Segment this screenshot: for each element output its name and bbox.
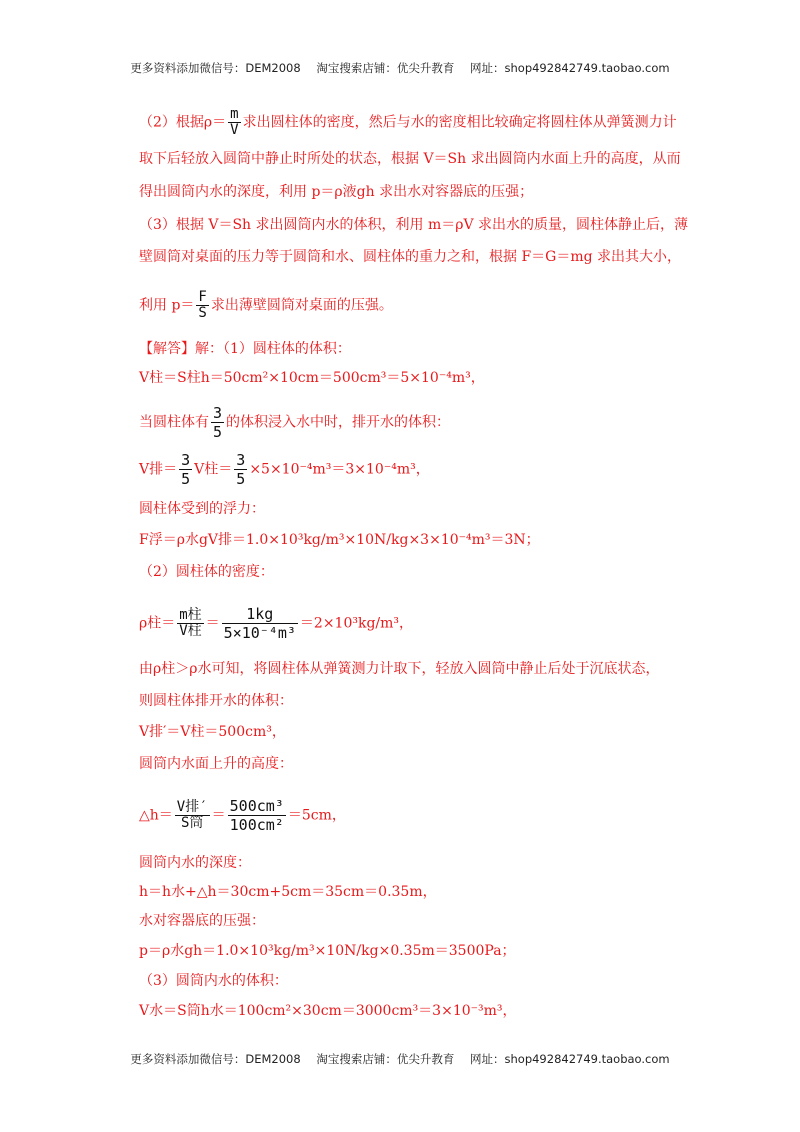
page-header [0, 60, 800, 76]
fraction-v-over-s: $\frac{\text{V排′}}{\text{S筒}}$ [176, 799, 208, 831]
analysis-p3-line3: 利用 p＝ $\frac{F}{S}$ 求出薄壁圆筒对桌面的压强。 [139, 289, 393, 321]
solution-title: 【解答】 [139, 341, 195, 357]
cylinder-volume-eq: V柱＝S柱h＝50cm²×10cm＝500cm³＝5×10⁻⁴m³， [139, 370, 485, 386]
water-volume-eq: V水＝S筒h水＝100cm²×30cm＝3000cm³＝3×10⁻³m³， [139, 1003, 517, 1019]
analysis-p2-line1: （2）根据ρ＝ $\frac{m}{V}$ 求出圆柱体的密度，然后与水的密度相比较确定将圆柱体从弹簧测力计 [139, 106, 677, 138]
footer-wechat: 更多资料添加微信号：DEM2008 [130, 1052, 301, 1066]
rise-eq: △h＝ $\frac{\text{V排′}}{\text{S筒}}$ ＝ $\frac{\text{500cm³}}{\text{100cm²}}$ ＝5cm， [139, 797, 346, 834]
density-eq: ρ柱＝ $\frac{\text{m柱}}{\text{V柱}}$ ＝ $\frac{1kg}{\text{5×10⁻⁴m³}}$ ＝2×10³kg/m³， [139, 605, 414, 642]
fraction-3-5: $\frac{3}{5}$ [181, 451, 191, 488]
fraction-3-5: $\frac{3}{5}$ [236, 451, 246, 488]
immersed-line: 当圆柱体有 $\frac{3}{5}$ 的体积浸入水中时，排开水的体积： [139, 404, 451, 441]
buoyancy-eq: F浮＝ρ水gV排＝1.0×10³kg/m³×10N/kg×3×10⁻⁴m³＝3N； [139, 532, 540, 548]
pressure-label: 水对容器底的压强： [139, 913, 265, 929]
displaced2-eq: V排′＝V柱＝500cm³， [139, 724, 286, 740]
header-shop: 淘宝搜索店铺：优尖升教育 [316, 61, 455, 75]
header-wechat: 更多资料添加微信号：DEM2008 [130, 61, 301, 75]
rise-label: 圆筒内水面上升的高度： [139, 756, 293, 772]
density-label: （2）圆柱体的密度： [139, 564, 274, 580]
fraction-m-over-v: $\frac{m}{V}$ [230, 106, 239, 138]
analysis-p2-line2: 取下后轻放入圆筒中静止时所处的状态，根据 V＝Sh 求出圆筒内水面上升的高度，从而 [139, 151, 681, 167]
analysis-p3-line1: （3）根据 V＝Sh 求出圆筒内水的体积，利用 m＝ρV 求出水的质量，圆柱体静止后，薄 [139, 217, 689, 233]
fraction-1kg: $\frac{1kg}{\text{5×10⁻⁴m³}}$ [223, 605, 296, 642]
header-url: 网址：shop492842749.taobao.com [470, 61, 670, 75]
fraction-500-100: $\frac{\text{500cm³}}{\text{100cm²}}$ [229, 797, 284, 834]
analysis-p3-line2: 壁圆筒对桌面的压力等于圆筒和水、圆柱体的重力之和，根据 F＝G＝mg 求出其大小， [139, 249, 682, 265]
analysis-p2-line3: 得出圆筒内水的深度，利用 p＝ρ液gh 求出水对容器底的压强； [139, 184, 534, 200]
pressure-eq: p＝ρ水gh＝1.0×10³kg/m³×10N/kg×0.35m＝3500Pa； [139, 943, 516, 959]
depth-eq: h＝h水+△h＝30cm+5cm＝35cm＝0.35m， [139, 884, 437, 900]
footer-url: 网址：shop492842749.taobao.com [470, 1052, 670, 1066]
fraction-f-over-s: $\frac{F}{S}$ [198, 289, 207, 321]
fraction-3-5: $\frac{3}{5}$ [213, 404, 223, 441]
displaced-volume-eq: V排＝ $\frac{3}{5}$ V柱＝ $\frac{3}{5}$ ×5×10⁻⁴m³＝3×10⁻⁴m³， [139, 451, 430, 488]
footer-shop: 淘宝搜索店铺：优尖升教育 [316, 1052, 455, 1066]
water-volume-label: （3）圆筒内水的体积： [139, 973, 288, 989]
solution-intro: 【解答】解：（1）圆柱体的体积： [139, 341, 351, 357]
fraction-m-over-v-col: $\frac{\text{m柱}}{\text{V柱}}$ [179, 607, 202, 639]
page-footer [0, 1051, 800, 1067]
sink-line: 由ρ柱＞ρ水可知，将圆柱体从弹簧测力计取下，轻放入圆筒中静止后处于沉底状态， [139, 661, 660, 677]
depth-label: 圆筒内水的深度： [139, 855, 251, 871]
displaced2-label: 则圆柱体排开水的体积： [139, 693, 293, 709]
buoyancy-label: 圆柱体受到的浮力： [139, 501, 265, 517]
